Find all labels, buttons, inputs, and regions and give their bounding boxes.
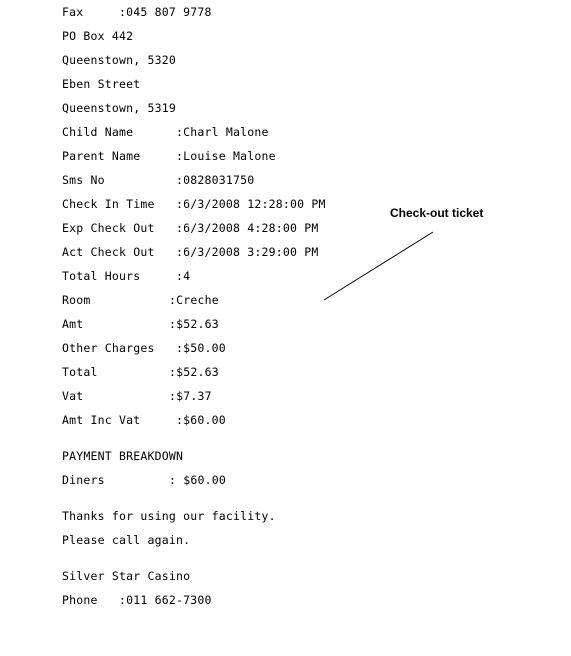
payment-heading: PAYMENT BREAKDOWN [62, 449, 184, 463]
venue-name: Silver Star Casino [62, 569, 191, 583]
fax-line [62, 4, 212, 20]
thanks-message: Thanks for using our facility. [62, 509, 276, 523]
field-parent-name [62, 148, 276, 164]
payment-value: : $60.00 [169, 473, 226, 487]
field-value: :$52.63 [169, 317, 219, 331]
field-label: Vat [62, 389, 84, 403]
field-vat [62, 388, 212, 404]
address-line-4: Queenstown, 5319 [62, 101, 176, 115]
field-value: :$50.00 [176, 341, 226, 355]
field-value: :0828031750 [176, 173, 255, 187]
payment-diners-line [62, 472, 226, 488]
field-value: :6/3/2008 12:28:00 PM [176, 197, 326, 211]
field-other-charges [62, 340, 226, 356]
field-value: :6/3/2008 3:29:00 PM [176, 245, 319, 259]
address-line-1: PO Box 442 [62, 29, 134, 43]
field-exp-check-out [62, 220, 319, 236]
field-value: :$7.37 [169, 389, 212, 403]
field-value: :Creche [169, 293, 219, 307]
field-value: :Charl Malone [176, 125, 269, 139]
phone-line [62, 592, 212, 608]
field-label: Amt [62, 317, 84, 331]
field-total [62, 364, 219, 380]
field-value: :$60.00 [176, 413, 226, 427]
field-room [62, 292, 219, 308]
field-label: Child Name [62, 125, 134, 139]
address-line-3: Eben Street [62, 77, 141, 91]
field-check-in-time [62, 196, 326, 212]
callout-label: Check-out ticket [390, 206, 484, 220]
address-line-2: Queenstown, 5320 [62, 53, 176, 67]
field-value: :6/3/2008 4:28:00 PM [176, 221, 319, 235]
fax-value: :045 807 9778 [119, 5, 212, 19]
field-act-check-out [62, 244, 319, 260]
field-label: Total [62, 365, 98, 379]
fax-label: Fax [62, 5, 84, 19]
phone-label: Phone [62, 593, 98, 607]
field-label: Act Check Out [62, 245, 155, 259]
payment-label: Diners [62, 473, 105, 487]
field-label: Exp Check Out [62, 221, 155, 235]
field-total-hours [62, 268, 191, 284]
field-label: Other Charges [62, 341, 155, 355]
phone-value: :011 662-7300 [119, 593, 212, 607]
field-value: :$52.63 [169, 365, 219, 379]
field-amt-inc-vat [62, 412, 226, 428]
callout-line [324, 232, 433, 300]
field-label: Total Hours [62, 269, 141, 283]
field-value: :4 [176, 269, 191, 283]
field-label: Parent Name [62, 149, 141, 163]
field-label: Check In Time [62, 197, 155, 211]
field-label: Amt Inc Vat [62, 413, 141, 427]
field-value: :Louise Malone [176, 149, 276, 163]
field-child-name [62, 124, 269, 140]
call-again-message: Please call again. [62, 533, 191, 547]
field-label: Sms No [62, 173, 105, 187]
field-amt [62, 316, 219, 332]
field-label: Room [62, 293, 91, 307]
field-sms-no [62, 172, 255, 188]
